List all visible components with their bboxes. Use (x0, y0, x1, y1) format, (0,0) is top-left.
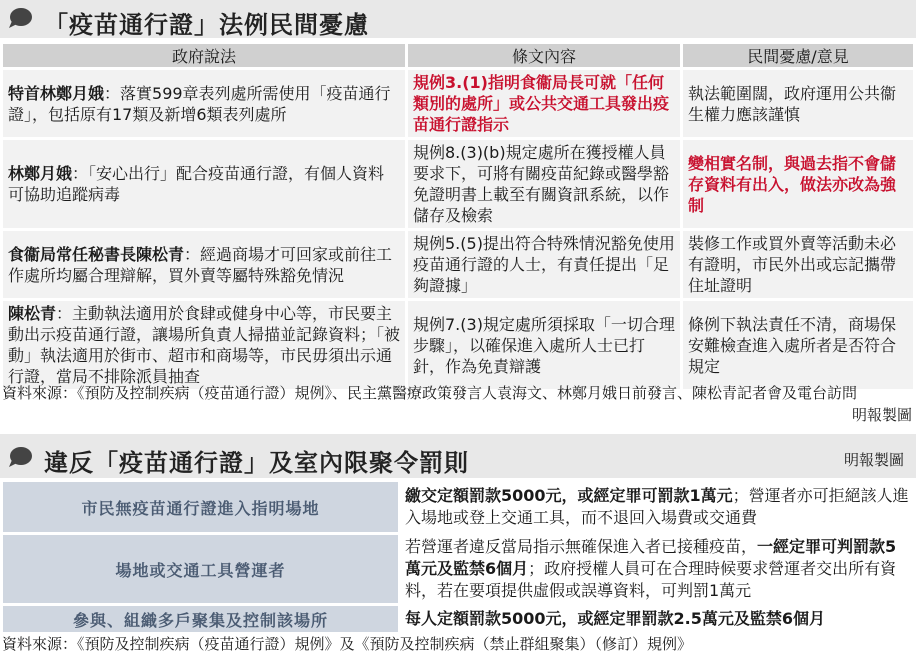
clause-cell: 規例3.(1)指明食衞局長可就「任何類別的處所」或公共交通工具發出疫苗通行證指示 (408, 70, 680, 137)
statement-text: ：落實599章表列處所需使用「疫苗通行證」，包括原有17類及新增6類表列處所 (8, 83, 391, 124)
section1-source: 資料來源：《預防及控制疾病（疫苗通行證）規例》、民主黨醫療政策發言人袁海文、林鄭月娥日前發言、陳松青記者會及電台訪問 (2, 384, 858, 402)
section1-credit: 明報製圖 (851, 406, 912, 424)
penalty-text: ；政府授權人員可在合理時候要求營運者交出所有資料，若在要項提供虛假或誤導資料，可判罰1萬元 (405, 559, 897, 600)
section2-credit: 明報製圖 (843, 451, 904, 469)
penalty-detail (401, 535, 913, 603)
section1-title-bar (0, 0, 916, 38)
penalty-detail (401, 482, 913, 532)
clause-cell: 規例8.(3)(b)規定處所在獲授權人員要求下，可將有關疫苗紀錄或醫學豁免證明書上載至有關資訊系統，以作儲存及檢索 (408, 140, 680, 228)
column-header: 民間憂慮/意見 (683, 44, 913, 67)
penalty-bold: 一經定罪可判罰款5萬元及監禁6個月 (405, 537, 897, 578)
gov-statement-cell (3, 140, 405, 228)
concern-cell: 變相實名制，與過去指不會儲存資料有出入，做法亦改為強制 (683, 140, 913, 228)
speaker-name: 林鄭月娥 (8, 164, 73, 183)
speaker-name: 食衞局常任秘書長陳松青 (8, 244, 185, 264)
concern-cell: 條例下執法責任不清，商場保安難檢查進入處所者是否符合規定 (683, 301, 913, 389)
clause-cell: 規例5.(5)提出符合特殊情況豁免使用疫苗通行證的人士，有責任提出「足夠證據」 (408, 231, 680, 298)
table-row (3, 535, 913, 603)
penalty-label: 場地或交通工具營運者 (3, 535, 398, 603)
concern-cell: 裝修工作或買外賣等活動未必有證明，市民外出或忘記攜帶住址證明 (683, 231, 913, 298)
speaker-name: 陳松青 (8, 304, 57, 323)
table-row (3, 606, 913, 632)
speech-bubble-icon (8, 446, 32, 468)
gov-statement-cell (3, 301, 405, 389)
section2-source: 資料來源：《預防及控制疾病（疫苗通行證）規例》及《預防及控制疾病（禁止群組聚集）（修訂）規例》 (2, 635, 693, 653)
column-header: 條文內容 (408, 44, 680, 67)
concerns-table (0, 41, 916, 392)
speaker-name: 特首林鄭月娥 (8, 83, 105, 103)
table-row (3, 231, 913, 298)
penalty-bold: 每人定額罰款5000元，或經定罪罰款2.5萬元及監禁6個月 (405, 609, 826, 628)
table-row (3, 482, 913, 532)
penalty-text: ；營運者亦可拒絕該人進入場地或登上交通工具，而不退回入場費或交通費 (405, 486, 909, 527)
section2-title-bar (0, 434, 916, 478)
penalty-bold: 繳交定額罰款5000元，或經定罪可罰款1萬元 (405, 486, 733, 505)
clause-cell: 規例7.(3)規定處所須採取「一切合理步驟」，以確保進入處所人士已打針，作為免責辯護 (408, 301, 680, 389)
statement-text: ：主動執法適用於食肆或健身中心等，市民要主動出示疫苗通行證，讓場所負責人掃描並記錄資料；「被動」執法適用於街市、超市和商場等，市民毋須出示通行證，當局不排除派員抽查 (8, 304, 401, 386)
penalty-label: 市民無疫苗通行證進入指明場地 (3, 482, 398, 532)
column-header: 政府說法 (3, 44, 405, 67)
gov-statement-cell (3, 70, 405, 137)
table-row (3, 70, 913, 137)
penalty-label: 參與、組織多戶聚集及控制該場所 (3, 606, 398, 632)
statement-text: ：經過商場才可回家或前往工作處所均屬合理辯解，買外賣等屬特殊豁免情況 (8, 244, 393, 285)
table-header-row (3, 44, 913, 67)
penalty-pre-text: 若營運者違反當局指示無確保進入者已接種疫苗， (405, 537, 758, 556)
speech-bubble-icon (8, 7, 32, 29)
penalties-table (0, 479, 916, 635)
concern-cell: 執法範圍闊，政府運用公共衞生權力應該謹慎 (683, 70, 913, 137)
gov-statement-cell (3, 231, 405, 298)
statement-text: ：「安心出行」配合疫苗通行證，有個人資料可協助追蹤病毒 (8, 164, 385, 204)
section2-title: 違反「疫苗通行證」及室內限聚令罰則 (44, 448, 469, 477)
table-row (3, 140, 913, 228)
penalty-detail (401, 606, 913, 632)
table-row (3, 301, 913, 389)
section1-title: 「疫苗通行證」法例民間憂慮 (44, 10, 369, 39)
